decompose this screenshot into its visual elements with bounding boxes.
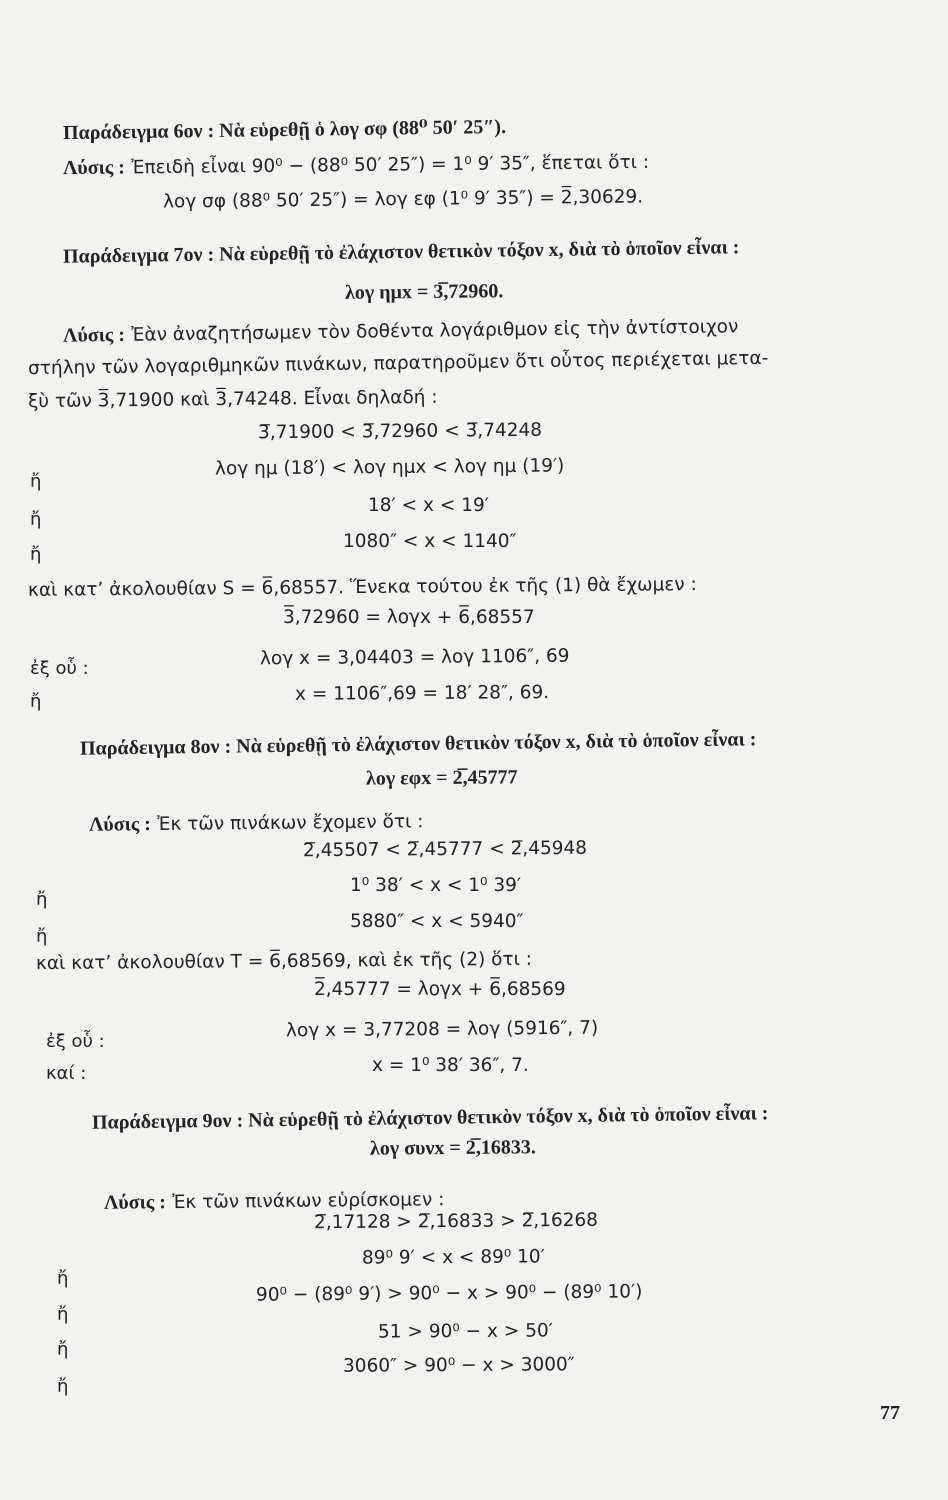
example-7-solution: [63, 313, 739, 348]
marker-or: ἤ: [30, 509, 42, 530]
example-9-inequality-2: 89⁰ 9′ < x < 89⁰ 10′: [361, 1246, 545, 1269]
example-8-inequality-3: 5880″ < x < 5940″: [350, 911, 524, 932]
example-9-inequality-5: 3060″ > 90⁰ − x > 3000″: [342, 1354, 575, 1377]
example-7-inequality-1: 3̅,71900 < 3̅,72960 < 3̅,74248: [257, 419, 543, 444]
example-9-heading: Παράδειγμα 9ον : Νὰ εὑρεθῇ τὸ ἐλάχιστον θετικὸν τόξον x, διὰ τὸ ὁποῖον εἶναι :: [91, 1102, 769, 1134]
example-7-continuation: καὶ κατ’ ἀκολουθίαν S = 6̅,68557. Ἕνεκα τούτου ἐκ τῆς (1) θὰ ἔχωμεν :: [27, 574, 697, 601]
solution-label: Λύσις :: [62, 156, 126, 180]
solution-text: Ἐκ τῶν πινάκων ἔχομεν ὅτι :: [157, 811, 424, 836]
example-7-equation-3: λογ x = 3,04403 = λογ 1106″, 69: [259, 645, 570, 670]
example-8-inequality-1: 2̅,45507 < 2̅,45777 < 2̅,45948: [302, 837, 588, 862]
example-7-inequality-3: 18′ < x < 19′: [368, 495, 489, 516]
example-8-inequality-2: 1⁰ 38′ < x < 1⁰ 39′: [350, 875, 522, 896]
example-6-heading: Παράδειγμα 6ον : Νὰ εὑρεθῇ ὁ λογ σφ (88⁰ 50′ 25″).: [62, 115, 507, 145]
marker-or: ἤ: [57, 1304, 69, 1325]
example-8-heading: Παράδειγμα 8ον : Νὰ εὑρεθῇ τὸ ἐλάχιστον θετικὸν τόξον x, διὰ τὸ ὁποῖον εἶναι :: [79, 728, 757, 760]
example-9-inequality-3: 90⁰ − (89⁰ 9′) > 90⁰ − x > 90⁰ − (89⁰ 10′): [255, 1281, 643, 1306]
example-8-equation-2: λογ x = 3,77208 = λογ (5916″, 7): [285, 1017, 599, 1042]
example-7-given: λογ ημx = 3̅,72960.: [344, 280, 504, 304]
solution-text: Ἐκ τῶν πινάκων εὑρίσκομεν :: [172, 1189, 445, 1214]
example-7-inequality-2: λογ ημ (18′) < λογ ημx < λογ ημ (19′): [214, 455, 565, 480]
solution-label: Λύσις :: [88, 813, 152, 836]
example-8-equation-3: x = 1⁰ 38′ 36″, 7.: [372, 1055, 529, 1076]
marker-or: ἤ: [30, 691, 42, 712]
example-6-solution: [63, 149, 649, 181]
solution-text: Ἐὰν ἀναζητήσωμεν τὸν δοθέντα λογάριθμον εἰς τὴν ἀντίστοιχον: [131, 316, 739, 346]
marker-or: ἤ: [36, 926, 48, 947]
marker-or: ἤ: [57, 1339, 69, 1360]
example-8-continuation: καὶ κατ’ ἀκολουθίαν T = 6̅,68569, καὶ ἐκ τῆς (2) ὅτι :: [35, 948, 533, 975]
marker-and: καί :: [46, 1063, 87, 1084]
marker-or: ἤ: [36, 889, 48, 910]
page-number: 77: [880, 1402, 900, 1424]
example-8-equation-1: 2̅,45777 = λογx + 6̅,68569: [314, 979, 566, 1000]
solution-text: Ἐπειδὴ εἶναι 90⁰ − (88⁰ 50′ 25″) = 1⁰ 9′ 35″, ἕπεται ὅτι :: [131, 151, 650, 179]
marker-or: ἤ: [30, 471, 42, 492]
example-6-equation: λογ σφ (88⁰ 50′ 25″) = λογ εφ (1⁰ 9′ 35″) = 2̅,30629.: [162, 186, 644, 213]
example-7-heading: Παράδειγμα 7ον : Νὰ εὑρεθῇ τὸ ἐλάχιστον θετικὸν τόξον x, διὰ τὸ ὁποῖον εἶναι :: [62, 236, 740, 268]
example-9-given: λογ συνx = 2̅,16833.: [369, 1136, 536, 1160]
example-7-inequality-4: 1080″ < x < 1140″: [343, 531, 517, 552]
example-7-equation-4: x = 1106″,69 = 18′ 28″, 69.: [294, 682, 550, 705]
marker-or: ἤ: [57, 1376, 69, 1397]
example-8-solution: [89, 808, 424, 838]
marker-whence: ἐξ οὗ :: [46, 1031, 105, 1052]
marker-or: ἤ: [30, 544, 42, 565]
marker-or: ἤ: [57, 1268, 69, 1289]
example-9-inequality-4: 51 > 90⁰ − x > 50′: [377, 1320, 554, 1343]
marker-whence: ἐξ οὗ :: [30, 658, 89, 679]
example-7-solution-line-3: ξὺ τῶν 3̅,71900 καὶ 3̅,74248. Εἶναι δηλαδή :: [27, 386, 438, 413]
solution-label: Λύσις :: [62, 323, 126, 347]
example-7-equation-2: 3̅,72960 = λογx + 6̅,68557: [283, 607, 535, 628]
example-8-given: λογ εφx = 2̅,45777: [365, 766, 518, 790]
example-9-inequality-1: 2̅,17128 > 2̅,16833 > 2̅,16268: [313, 1209, 599, 1234]
solution-label: Λύσις :: [103, 1191, 167, 1214]
example-7-solution-line-2: στήλην τῶν λογαριθμηκῶν πινάκων, παρατηροῦμεν ὅτι οὗτος περιέχεται μετα-: [27, 347, 769, 380]
